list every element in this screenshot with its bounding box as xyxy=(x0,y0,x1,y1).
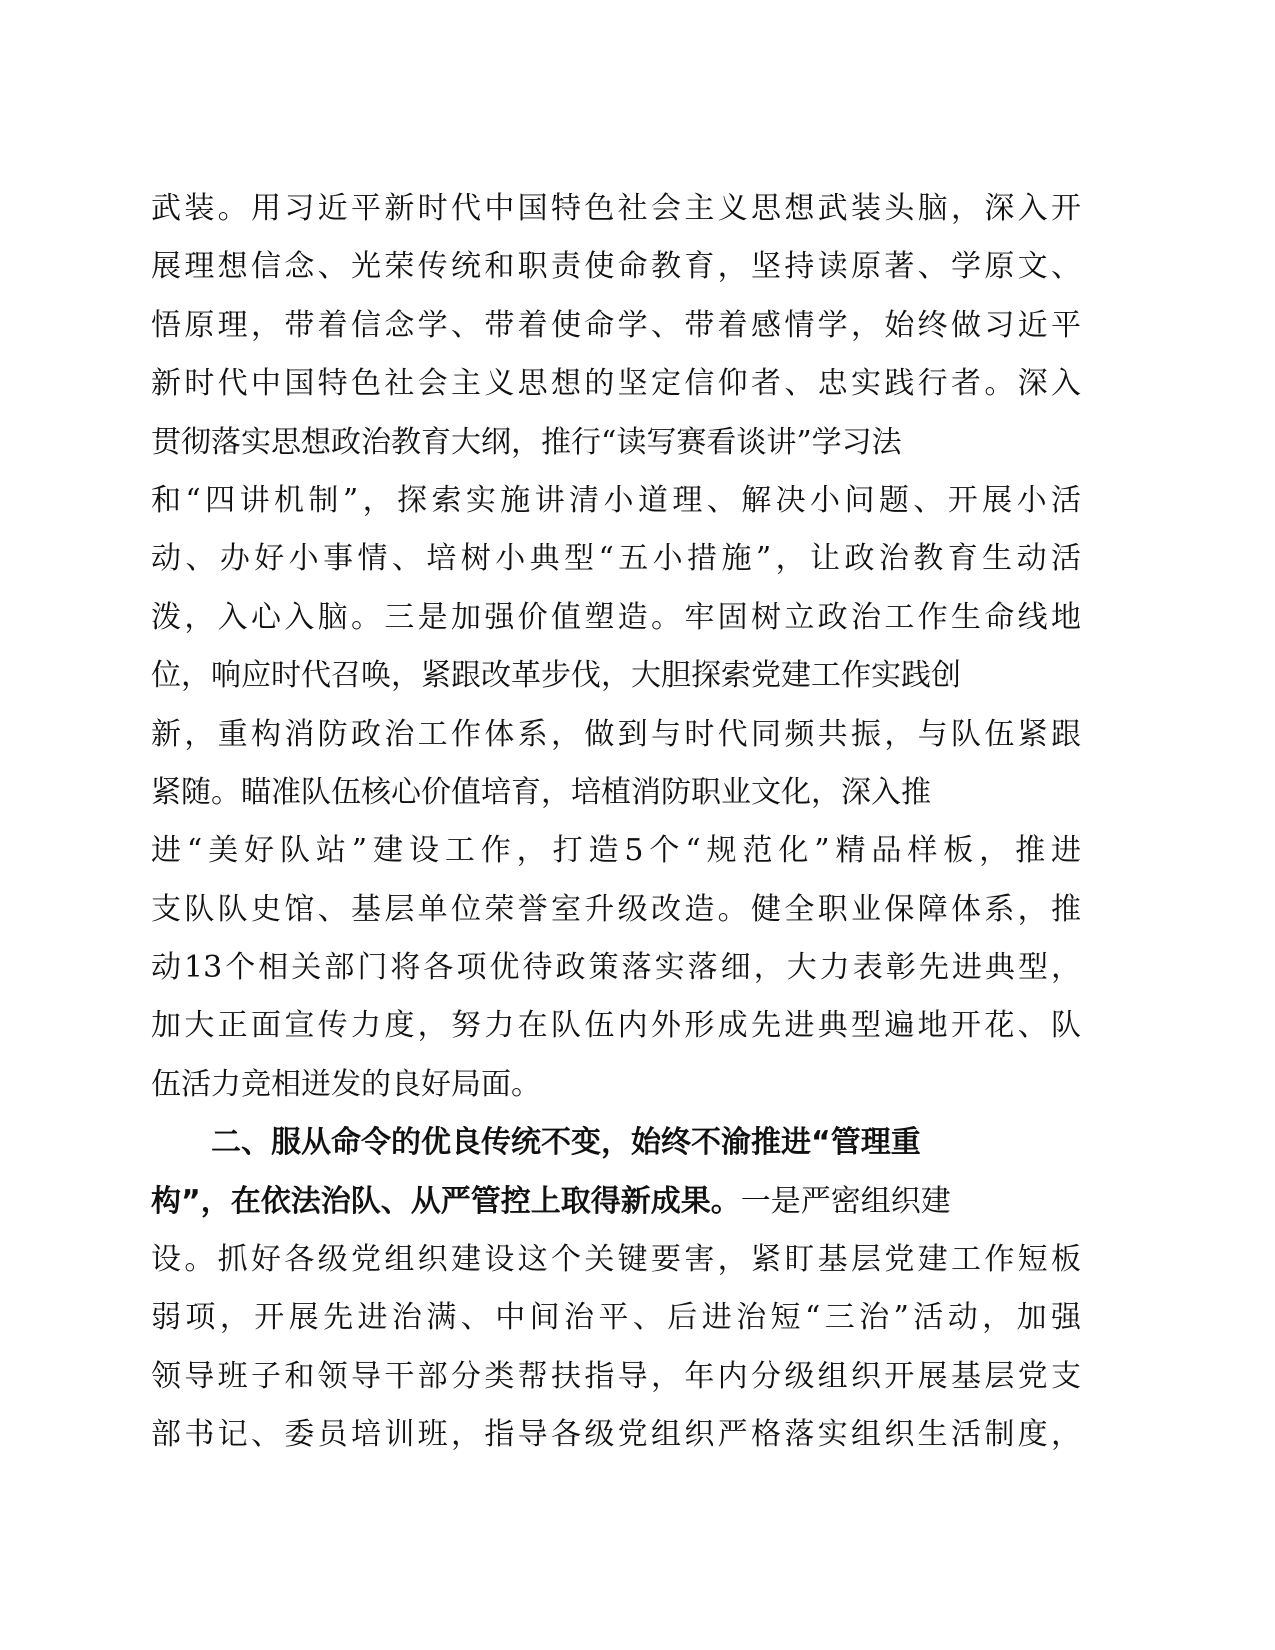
section-heading-rest: 一是严密组织建 xyxy=(740,1183,951,1219)
document-body xyxy=(151,180,1081,1465)
body-line: 动、办好小事情、培树小典型“五小措施”，让政治教育生动活 xyxy=(151,541,1081,577)
body-line: 贯彻落实思想政治教育大纲，推行“读写赛看谈讲”学习法 xyxy=(151,424,902,460)
body-line: 弱项，开展先进治满、中间治平、后进治短“三治”活动，加强 xyxy=(151,1300,1081,1336)
body-line: 设。抓好各级党组织建设这个关键要害，紧盯基层党建工作短板 xyxy=(151,1242,1081,1278)
section-heading: 二、服从命令的优良传统不变，始终不渝推进“管理重 xyxy=(211,1125,921,1161)
body-line: 新时代中国特色社会主义思想的坚定信仰者、忠实践行者。深入 xyxy=(151,366,1081,402)
body-line: 和“四讲机制”，探索实施讲清小道理、解决小问题、开展小活 xyxy=(151,482,1081,518)
body-line: 支队队史馆、基层单位荣誉室升级改造。健全职业保障体系，推 xyxy=(151,891,1081,927)
body-line: 部书记、委员培训班，指导各级党组织严格落实组织生活制度， xyxy=(151,1417,1081,1453)
body-line: 伍活力竞相迸发的良好局面。 xyxy=(151,1066,541,1102)
body-line: 位，响应时代召唤，紧跟改革步伐，大胆探索党建工作实践创 xyxy=(151,658,961,694)
body-line: 展理想信念、光荣传统和职责使命教育，坚持读原著、学原文、 xyxy=(151,249,1081,285)
body-line: 动13个相关部门将各项优待政策落实落细，大力表彰先进典型， xyxy=(151,950,1081,986)
section-heading-continuation xyxy=(151,1173,1081,1231)
body-line: 领导班子和领导干部分类帮扶指导，年内分级组织开展基层党支 xyxy=(151,1358,1081,1394)
body-line: 紧随。瞄准队伍核心价值培育，培植消防职业文化，深入推 xyxy=(151,774,931,810)
body-line: 泼，入心入脑。三是加强价值塑造。牢固树立政治工作生命线地 xyxy=(151,599,1081,635)
body-line: 新，重构消防政治工作体系，做到与时代同频共振，与队伍紧跟 xyxy=(151,716,1081,752)
body-line: 武装。用习近平新时代中国特色社会主义思想武装头脑，深入开 xyxy=(151,191,1081,226)
section-heading-bold-part: 构”，在依法治队、从严管控上取得新成果。 xyxy=(151,1183,741,1219)
body-line: 悟原理，带着信念学、带着使命学、带着感情学，始终做习近平 xyxy=(151,307,1081,343)
body-line: 进“美好队站”建设工作，打造5个“规范化”精品样板，推进 xyxy=(151,833,1081,869)
body-line: 加大正面宣传力度，努力在队伍内外形成先进典型遍地开花、队 xyxy=(151,1008,1081,1044)
